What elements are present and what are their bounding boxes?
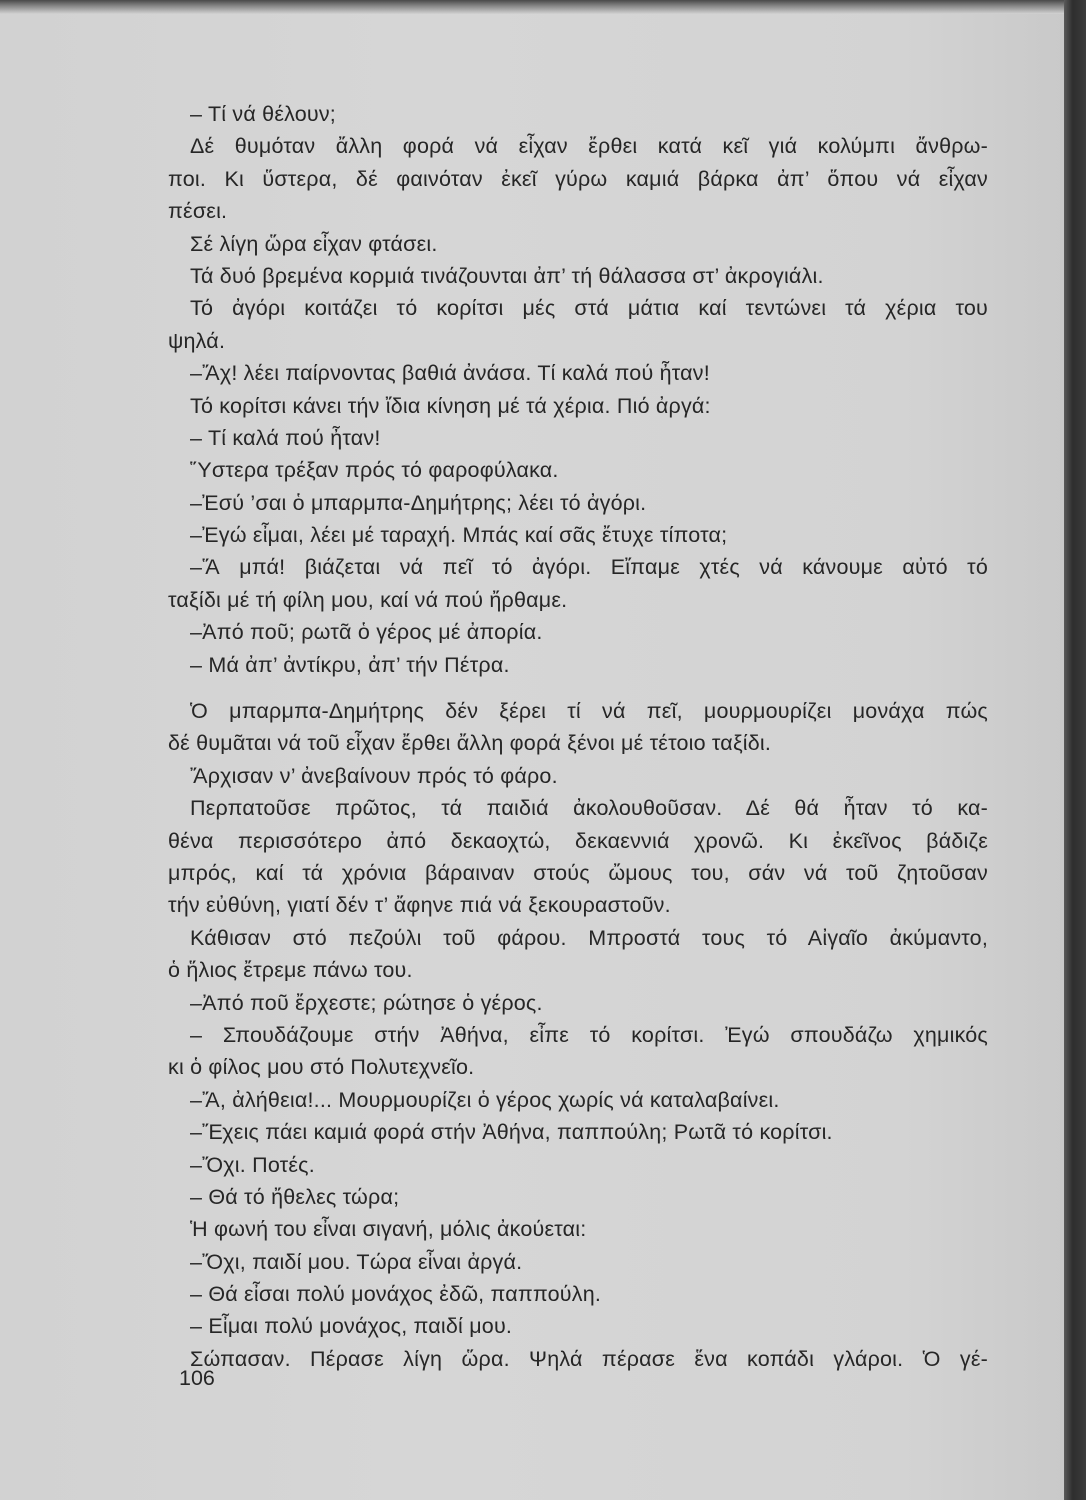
paragraph-gap [168, 681, 988, 695]
text-line: δέ θυμᾶται νά τοῦ εἶχαν ἔρθει ἄλλη φορά ξένοι μέ τέτοιο ταξίδι. [168, 731, 772, 756]
text-line: θένα περισσότερο ἀπό δεκαοχτώ, δεκαεννιά χρονῶ. Κι ἐκεῖνος βάδιζε [168, 828, 988, 853]
text-line: –Ὄχι, παιδί μου. Τώρα εἶναι ἀργά. [190, 1249, 523, 1274]
text-line: Σώπασαν. Πέρασε λίγη ὥρα. Ψηλά πέρασε ἕνα κοπάδι γλάροι. Ὁ γέ- [190, 1346, 988, 1371]
text-line: –Ἅ μπά! βιάζεται νά πεῖ τό ἀγόρι. Εἴπαμε χτές νά κάνουμε αὐτό τό [190, 555, 988, 580]
page-number: 106 [179, 1366, 215, 1390]
text-line: Ἄρχισαν ν’ ἀνεβαίνουν πρός τό φάρο. [190, 763, 558, 788]
text-line: μπρός, καί τά χρόνια βάραιναν στούς ὤμους του, σάν νά τοῦ ζητοῦσαν [168, 860, 988, 885]
text-line: – Θά τό ἤθελες τώρα; [190, 1184, 400, 1209]
text-line: Τό ἀγόρι κοιτάζει τό κορίτσι μές στά μάτια καί τεντώνει τά χέρια του [190, 296, 988, 321]
text-line: Περπατοῦσε πρῶτος, τά παιδιά ἀκολουθοῦσαν. Δέ θά ἦταν τό κα- [190, 796, 988, 821]
text-line: Τό κορίτσι κάνει τήν ἴδια κίνηση μέ τά χέρια. Πιό ἀργά: [190, 393, 711, 418]
text-line: Δέ θυμόταν ἄλλη φορά νά εἶχαν ἔρθει κατά κεῖ γιά κολύμπι ἄνθρω- [190, 134, 988, 159]
text-line: ποι. Κι ὕστερα, δέ φαινόταν ἐκεῖ γύρω καμιά βάρκα ἀπ’ ὅπου νά εἶχαν [168, 166, 988, 191]
text-line: –Ἄχ! λέει παίρνοντας βαθιά ἀνάσα. Τί καλά πού ἦταν! [190, 361, 710, 386]
text-line: –Ἔχεις πάει καμιά φορά στήν Ἀθήνα, παππούλη; Ρωτᾶ τό κορίτσι. [190, 1120, 833, 1145]
text-line: –Ἄ, ἀλήθεια!... Μουρμουρίζει ὁ γέρος χωρίς νά καταλαβαίνει. [190, 1087, 780, 1112]
text-line: –Ἀπό ποῦ; ρωτᾶ ὁ γέρος μέ ἀπορία. [190, 620, 543, 645]
text-line: κι ὁ φίλος μου στό Πολυτεχνεῖο. [168, 1055, 475, 1080]
text-line: ψηλά. [168, 328, 226, 353]
text-line: – Εἶμαι πολύ μονάχος, παιδί μου. [190, 1314, 513, 1339]
text-line: τήν εὐθύνη, γιατί δέν τ’ ἄφηνε πιά νά ξεκουραστοῦν. [168, 893, 671, 918]
text-line: Σέ λίγη ὥρα εἶχαν φτάσει. [190, 231, 438, 256]
text-line: Ἡ φωνή του εἶναι σιγανή, μόλις ἀκούεται: [190, 1217, 587, 1242]
text-line: –Ἐσύ ’σαι ὁ μπαρμπα-Δημήτρης; λέει τό ἀγόρι. [190, 490, 647, 515]
body-text [168, 98, 988, 1375]
text-line: – Τί νά θέλουν; [190, 102, 336, 126]
text-line: πέσει. [168, 199, 228, 224]
text-line: ταξίδι μέ τή φίλη μου, καί νά πού ἤρθαμε. [168, 587, 568, 612]
text-line: Τά δυό βρεμένα κορμιά τινάζουνται ἀπ’ τή θάλασσα στ’ ἀκρογιάλι. [190, 263, 824, 288]
text-line: – Τί καλά πού ἦταν! [190, 425, 381, 450]
text-line: Ὁ μπαρμπα-Δημήτρης δέν ξέρει τί νά πεῖ, μουρμουρίζει μονάχα πώς [190, 699, 988, 724]
text-line: – Θά εἶσαι πολύ μονάχος ἐδῶ, παππούλη. [190, 1282, 602, 1307]
text-line: –Ἐγώ εἶμαι, λέει μέ ταραχή. Μπάς καί σᾶς ἔτυχε τίποτα; [190, 523, 728, 548]
text-line: – Σπουδάζουμε στήν Ἀθήνα, εἶπε τό κορίτσι. Ἐγώ σπουδάζω χημικός [190, 1022, 988, 1047]
text-line: ὁ ἥλιος ἔτρεμε πάνω του. [168, 958, 413, 983]
text-line: Ὕστερα τρέξαν πρός τό φαροφύλακα. [190, 458, 559, 483]
text-line: –Ὄχι. Ποτές. [190, 1152, 315, 1177]
text-line: –Ἀπό ποῦ ἔρχεστε; ρώτησε ὁ γέρος. [190, 990, 543, 1015]
book-spine-shadow [1064, 0, 1086, 1500]
text-line: – Μά ἀπ’ ἀντίκρυ, ἀπ’ τήν Πέτρα. [190, 652, 510, 677]
text-line: Κάθισαν στό πεζούλι τοῦ φάρου. Μπροστά τους τό Αἰγαῖο ἀκύμαντο, [190, 925, 988, 950]
page-top-edge [0, 0, 1064, 14]
